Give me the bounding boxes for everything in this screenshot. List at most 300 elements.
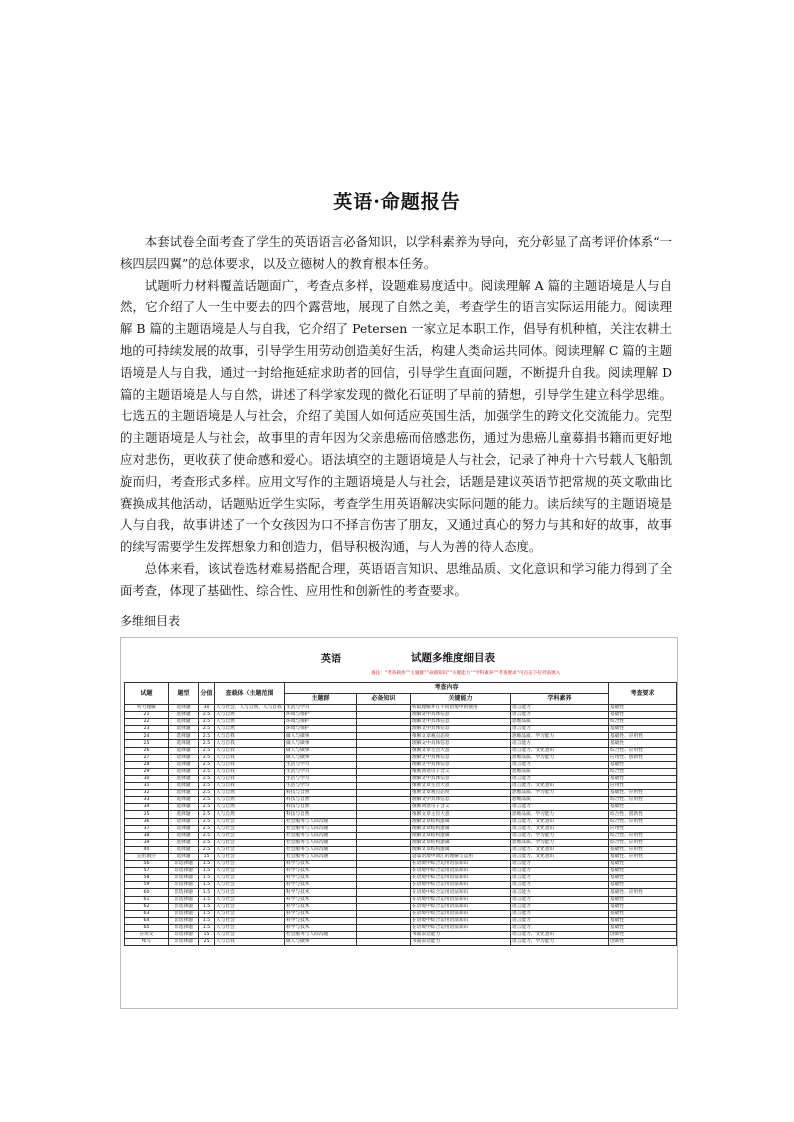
cell-score: 1.5 [199, 889, 215, 896]
cell-literacy: 思维品质、学习能力 [511, 754, 609, 761]
table-row [125, 896, 677, 903]
cell-literacy: 语言能力、学习能力 [511, 832, 609, 839]
cell-question: 34 [125, 804, 169, 811]
cell-question: 65 [125, 924, 169, 931]
cell-carrier: 人与自我 [215, 733, 285, 740]
header-theme-group: 主题群 [285, 694, 357, 705]
cell-knowledge [357, 811, 411, 818]
cell-requirement: 综合性、应用性 [609, 747, 677, 754]
cell-carrier: 人与自我 [215, 768, 285, 775]
table-row [125, 818, 677, 825]
cell-question: 22 [125, 719, 169, 726]
cell-requirement: 基础性 [609, 882, 677, 889]
cell-knowledge [357, 939, 411, 946]
cell-theme-group: 科学与技术 [285, 868, 357, 875]
cell-type: 非选择题 [169, 882, 199, 889]
cell-score: 2.5 [199, 818, 215, 825]
cell-type: 选择题 [169, 790, 199, 797]
cell-question: 36 [125, 818, 169, 825]
cell-theme-group: 环境与保护 [285, 719, 357, 726]
cell-literacy: 语言能力 [511, 726, 609, 733]
cell-theme-group: 社会服务与人际沟通 [285, 832, 357, 839]
cell-score: 2.5 [199, 832, 215, 839]
cell-requirement: 综合性、应用性 [609, 839, 677, 846]
cell-type: 选择题 [169, 712, 199, 719]
cell-ability: 理解文中具体信息 [411, 712, 511, 719]
cell-question: 听力理解 [125, 705, 169, 712]
cell-type: 选择题 [169, 705, 199, 712]
cell-theme-group: 做人与做事 [285, 754, 357, 761]
cell-literacy: 语言能力 [511, 712, 609, 719]
cell-question: 62 [125, 903, 169, 910]
cell-question: 39 [125, 839, 169, 846]
cell-literacy: 语言能力 [511, 761, 609, 768]
cell-knowledge [357, 783, 411, 790]
cell-question: 64 [125, 917, 169, 924]
cell-score: 2.5 [199, 712, 215, 719]
cell-type: 选择题 [169, 832, 199, 839]
cell-requirement: 基础性、应用性 [609, 733, 677, 740]
cell-requirement: 基础性、应用性 [609, 853, 677, 860]
cell-ability: 在语境中综合运用语法知识 [411, 896, 511, 903]
cell-theme-group: 做人与做事 [285, 740, 357, 747]
cell-type: 非选择题 [169, 889, 199, 896]
cell-question: 28 [125, 761, 169, 768]
cell-theme-group: 科学与技术 [285, 910, 357, 917]
table-row [125, 932, 677, 939]
cell-requirement: 基础性 [609, 910, 677, 917]
table-row [125, 768, 677, 775]
cell-knowledge [357, 747, 411, 754]
cell-requirement: 基础性 [609, 726, 677, 733]
cell-knowledge [357, 790, 411, 797]
cell-carrier: 人与自我 [215, 775, 285, 782]
cell-score: 2.5 [199, 804, 215, 811]
cell-score: 2.5 [199, 790, 215, 797]
cell-knowledge [357, 903, 411, 910]
cell-ability: 推断文章观点态度 [411, 733, 511, 740]
table-body [125, 705, 677, 946]
table-row [125, 790, 677, 797]
cell-ability: 在语境中综合运用语法知识 [411, 917, 511, 924]
cell-theme-group: 做人与做事 [285, 733, 357, 740]
cell-carrier: 人与自然 [215, 804, 285, 811]
cell-question: 完形填空 [125, 853, 169, 860]
cell-question: 40 [125, 846, 169, 853]
cell-score: 1.5 [199, 924, 215, 931]
cell-ability: 在语境中综合运用语法知识 [411, 868, 511, 875]
cell-carrier: 人与社会 [215, 818, 285, 825]
cell-ability: 理解文中具体信息 [411, 719, 511, 726]
cell-theme-group: 科学与技术 [285, 896, 357, 903]
cell-ability: 在语境中综合运用语法知识 [411, 903, 511, 910]
cell-score: 15 [199, 932, 215, 939]
cell-carrier: 人与社会 [215, 889, 285, 896]
cell-ability: 在语境中综合运用语法知识 [411, 910, 511, 917]
table-row [125, 861, 677, 868]
cell-ability: 理解文章结构逻辑 [411, 846, 511, 853]
table-row [125, 775, 677, 782]
header-content: 考查内容 [285, 683, 609, 694]
table-row [125, 917, 677, 924]
table-row [125, 853, 677, 860]
cell-type: 非选择题 [169, 875, 199, 882]
cell-ability: 书面表达能力 [411, 932, 511, 939]
cell-theme-group: 生活与学习 [285, 783, 357, 790]
cell-type: 选择题 [169, 846, 199, 853]
table-row [125, 889, 677, 896]
cell-carrier: 人与社会 [215, 903, 285, 910]
cell-knowledge [357, 853, 411, 860]
cell-score: 2.5 [199, 825, 215, 832]
cell-theme-group: 做人与做事 [285, 747, 357, 754]
cell-knowledge [357, 846, 411, 853]
cell-literacy: 语言能力、文化意识 [511, 846, 609, 853]
cell-question: 59 [125, 882, 169, 889]
cell-type: 选择题 [169, 804, 199, 811]
cell-knowledge [357, 818, 411, 825]
cell-knowledge [357, 705, 411, 712]
cell-score: 1.5 [199, 875, 215, 882]
cell-question: 24 [125, 733, 169, 740]
cell-question: 35 [125, 811, 169, 818]
cell-knowledge [357, 882, 411, 889]
cell-requirement: 综合性 [609, 719, 677, 726]
cell-ability: 推断词语句子含义 [411, 804, 511, 811]
cell-requirement: 综合性、应用性 [609, 818, 677, 825]
spreadsheet-image [120, 637, 678, 1009]
cell-question: 38 [125, 832, 169, 839]
header-carrier: 查载体（主题范围 [215, 683, 285, 705]
cell-knowledge [357, 726, 411, 733]
cell-type: 选择题 [169, 768, 199, 775]
table-row [125, 733, 677, 740]
cell-theme-group: 社会服务与人际沟通 [285, 839, 357, 846]
table-row [125, 939, 677, 946]
cell-type: 非选择题 [169, 861, 199, 868]
table-row [125, 832, 677, 839]
table-row [125, 726, 677, 733]
cell-question: 58 [125, 875, 169, 882]
cell-theme-group: 生活与学习 [285, 705, 357, 712]
cell-question: 60 [125, 889, 169, 896]
cell-requirement: 基础性、应用性 [609, 790, 677, 797]
paragraph-analysis: 试题听力材料覆盖话题面广，考查点多样，设题难易度适中。阅读理解 A 篇的主题语境是人与自然，它介绍了人一生中要去的四个露营地，展现了自然之美，考查学生的语言实际运用能力。阅读理解 B 篇的主题语境是人与自我，它介绍了 Petersen 一家立足本职工作，倡导有机种植，关注农耕土地的可持续发展的故事，引导学生用劳动创造美好生活，构建人类命运共同体。阅读理解 C 篇的主题语境是人与自我，通过一封给拖延症求助者的回信，引导学生直面问题，不断提升自我。阅读理解 D 篇的主题语境是人与自然，讲述了科学家发现的微化石证明了早前的猜想，引导学生建立科学思维。七选五的主题语境是人与社会，介绍了美国人如何适应英国生活，加强学生的跨文化交流能力。完型的主题语境是人与社会，故事里的青年因为父亲患癌而倍感悲伤，通过为患癌儿童募捐书籍而更好地应对悲伤，更收获了使命感和爱心。语法填空的主题语境是人与社会，记录了神舟十六号载人飞船凯旋而归，考查形式多样。应用文写作的主题语境是人与社会，话题是建议英语节把常规的英文歌曲比赛换成其他活动，话题贴近学生实际，考查学生用英语解决实际问题的能力。读后续写的主题语境是人与自我，故事讲述了一个女孩因为口不择言伤害了朋友，又通过真心的努力与其和好的故事，故事的续写需要学生发挥想象力和创造力，倡导积极沟通，与人为善的待人态度。 [120, 277, 672, 555]
cell-question: 26 [125, 747, 169, 754]
cell-requirement: 基础性 [609, 924, 677, 931]
cell-knowledge [357, 889, 411, 896]
header-score: 分值 [199, 683, 215, 705]
cell-score: 2.5 [199, 726, 215, 733]
cell-ability: 理解文中具体信息 [411, 761, 511, 768]
cell-literacy: 语言能力 [511, 804, 609, 811]
table-row [125, 797, 677, 804]
table-row [125, 747, 677, 754]
cell-score: 2.5 [199, 783, 215, 790]
cell-literacy: 语言能力、文化意识 [511, 783, 609, 790]
cell-score: 1.5 [199, 896, 215, 903]
cell-literacy: 语言能力 [511, 882, 609, 889]
cell-carrier: 人与自然 [215, 790, 285, 797]
cell-question: 23 [125, 726, 169, 733]
cell-knowledge [357, 768, 411, 775]
table-row [125, 910, 677, 917]
cell-type: 选择题 [169, 783, 199, 790]
cell-ability: 理解文章结构逻辑 [411, 839, 511, 846]
cell-question: 63 [125, 910, 169, 917]
detail-table [124, 682, 677, 946]
cell-knowledge [357, 896, 411, 903]
table-row [125, 825, 677, 832]
cell-theme-group: 科技与自然 [285, 804, 357, 811]
table-row [125, 903, 677, 910]
cell-literacy: 语言能力 [511, 875, 609, 882]
cell-knowledge [357, 754, 411, 761]
header-question: 试题 [125, 683, 169, 705]
cell-knowledge [357, 775, 411, 782]
cell-carrier: 人与社会 [215, 832, 285, 839]
cell-carrier: 人与社会 [215, 825, 285, 832]
cell-theme-group: 社会服务与人际沟通 [285, 932, 357, 939]
cell-score: 2.5 [199, 839, 215, 846]
cell-requirement: 基础性 [609, 775, 677, 782]
cell-knowledge [357, 804, 411, 811]
cell-requirement: 基础性 [609, 861, 677, 868]
cell-score: 1.5 [199, 882, 215, 889]
cell-literacy: 语言能力、文化意识 [511, 818, 609, 825]
cell-type: 选择题 [169, 818, 199, 825]
cell-carrier: 人与社会 [215, 882, 285, 889]
cell-theme-group: 科学与技术 [285, 861, 357, 868]
cell-literacy: 语言能力 [511, 868, 609, 875]
cell-requirement: 应用性、创新性 [609, 754, 677, 761]
cell-literacy: 语言能力、文化意识 [511, 932, 609, 939]
cell-carrier: 人与社会、人与自然、人与自我 [215, 705, 285, 712]
cell-literacy: 语言能力 [511, 903, 609, 910]
cell-literacy: 语言能力 [511, 924, 609, 931]
cell-knowledge [357, 761, 411, 768]
cell-ability: 理解文章结构逻辑 [411, 832, 511, 839]
cell-type: 选择题 [169, 754, 199, 761]
cell-requirement: 应用性 [609, 783, 677, 790]
cell-score: 2.5 [199, 747, 215, 754]
cell-theme-group: 科学与技术 [285, 924, 357, 931]
cell-requirement: 基础性 [609, 705, 677, 712]
document-title: 英语·命题报告 [333, 191, 461, 213]
cell-theme-group: 生活与学习 [285, 768, 357, 775]
cell-literacy: 思维品质 [511, 797, 609, 804]
cell-question: 应用文 [125, 932, 169, 939]
cell-carrier: 人与自然 [215, 712, 285, 719]
cell-type: 非选择题 [169, 896, 199, 903]
cell-requirement: 基础性 [609, 712, 677, 719]
cell-score: 2.5 [199, 811, 215, 818]
cell-requirement: 基础性 [609, 917, 677, 924]
cell-theme-group: 科学与技术 [285, 917, 357, 924]
cell-score: 2.5 [199, 846, 215, 853]
cell-question: 25 [125, 740, 169, 747]
cell-type: 选择题 [169, 839, 199, 846]
cell-ability: 书面表达能力 [411, 939, 511, 946]
cell-ability: 理解文中具体信息 [411, 754, 511, 761]
cell-ability: 推断文章主旨大意 [411, 783, 511, 790]
cell-ability: 语篇语境中词汇的理解与运用 [411, 853, 511, 860]
cell-theme-group: 做人与做事 [285, 939, 357, 946]
cell-ability: 在语境中综合运用语法知识 [411, 882, 511, 889]
cell-score: 15 [199, 853, 215, 860]
cell-question: 56 [125, 861, 169, 868]
table-row [125, 754, 677, 761]
cell-question: 27 [125, 754, 169, 761]
cell-ability: 理解文中具体信息 [411, 740, 511, 747]
cell-question: 30 [125, 775, 169, 782]
cell-score: 2.5 [199, 740, 215, 747]
cell-question: 32 [125, 790, 169, 797]
cell-requirement: 综合性、应用性 [609, 832, 677, 839]
table-row [125, 839, 677, 846]
cell-ability: 理解文章结构逻辑 [411, 818, 511, 825]
cell-requirement: 综合性、应用性 [609, 797, 677, 804]
cell-carrier: 人与社会 [215, 868, 285, 875]
cell-score: 2.5 [199, 775, 215, 782]
cell-requirement: 应用性 [609, 825, 677, 832]
cell-carrier: 人与自我 [215, 754, 285, 761]
cell-requirement: 基础性 [609, 804, 677, 811]
cell-theme-group: 科学与技术 [285, 875, 357, 882]
table-row [125, 804, 677, 811]
cell-literacy: 思维品质、学习能力 [511, 733, 609, 740]
cell-knowledge [357, 733, 411, 740]
cell-literacy: 思维品质、学习能力 [511, 839, 609, 846]
cell-requirement: 基础性 [609, 740, 677, 747]
cell-type: 非选择题 [169, 868, 199, 875]
cell-knowledge [357, 875, 411, 882]
report-body [120, 231, 672, 602]
cell-ability: 理解文中具体信息 [411, 726, 511, 733]
cell-question: 33 [125, 797, 169, 804]
cell-requirement: 基础性 [609, 896, 677, 903]
table-row [125, 875, 677, 882]
cell-carrier: 人与社会 [215, 932, 285, 939]
cell-theme-group: 科学与技术 [285, 903, 357, 910]
cell-ability: 推断词语句子含义 [411, 768, 511, 775]
cell-carrier: 人与社会 [215, 875, 285, 882]
cell-theme-group: 社会服务与人际沟通 [285, 825, 357, 832]
cell-ability: 理解文中具体信息 [411, 797, 511, 804]
cell-theme-group: 环境与保护 [285, 726, 357, 733]
cell-score: 1.5 [199, 861, 215, 868]
header-type: 题型 [169, 683, 199, 705]
cell-score: 1.5 [199, 868, 215, 875]
table-row [125, 712, 677, 719]
cell-theme-group: 社会服务与人际沟通 [285, 853, 357, 860]
cell-ability: 在语境中综合运用语法知识 [411, 889, 511, 896]
cell-type: 选择题 [169, 853, 199, 860]
paragraph-intro: 本套试卷全面考查了学生的英语语言必备知识，以学科素养为导向，充分彰显了高考评价体系“一核四层四翼”的总体要求，以及立德树人的教育根本任务。 [120, 234, 672, 271]
cell-theme-group: 社会服务与人际沟通 [285, 846, 357, 853]
cell-type: 选择题 [169, 775, 199, 782]
cell-type: 选择题 [169, 733, 199, 740]
cell-type: 非选择题 [169, 917, 199, 924]
cell-theme-group: 科技与自然 [285, 790, 357, 797]
cell-carrier: 人与社会 [215, 896, 285, 903]
table-row [125, 868, 677, 875]
cell-ability: 在语境中综合运用语法知识 [411, 861, 511, 868]
cell-knowledge [357, 910, 411, 917]
sheet-title: 试题多维度细目表 [411, 652, 495, 664]
cell-score: 25 [199, 939, 215, 946]
cell-requirement: 创新性 [609, 932, 677, 939]
cell-theme-group: 科技与自然 [285, 811, 357, 818]
cell-literacy: 思维品质 [511, 719, 609, 726]
cell-theme-group: 科技与自然 [285, 797, 357, 804]
cell-type: 非选择题 [169, 903, 199, 910]
cell-requirement: 基础性 [609, 868, 677, 875]
cell-knowledge [357, 797, 411, 804]
cell-type: 非选择题 [169, 910, 199, 917]
cell-score: 1.5 [199, 903, 215, 910]
cell-carrier: 人与自我 [215, 740, 285, 747]
cell-type: 非选择题 [169, 924, 199, 931]
header-literacy: 学科素养 [511, 694, 609, 705]
cell-literacy: 语言能力 [511, 705, 609, 712]
cell-literacy: 思维品质、学习能力 [511, 811, 609, 818]
cell-question: 61 [125, 896, 169, 903]
cell-score: 2.5 [199, 768, 215, 775]
cell-carrier: 人与社会 [215, 853, 285, 860]
cell-knowledge [357, 832, 411, 839]
cell-type: 非选择题 [169, 939, 199, 946]
cell-ability: 理解文中具体信息 [411, 775, 511, 782]
cell-carrier: 人与自然 [215, 719, 285, 726]
cell-question: 57 [125, 868, 169, 875]
cell-score: 2.5 [199, 733, 215, 740]
cell-knowledge [357, 917, 411, 924]
cell-carrier: 人与自然 [215, 726, 285, 733]
paragraph-summary: 总体来看，该试卷选材难易搭配合理，英语语言知识、思维品质、文化意识和学习能力得到了全面考查，体现了基础性、综合性、应用性和创新性的考查要求。 [120, 560, 672, 598]
cell-literacy: 语言能力、学习能力 [511, 939, 609, 946]
header-requirement: 考查要求 [609, 683, 677, 705]
cell-requirement: 综合性、创新性 [609, 811, 677, 818]
cell-carrier: 人与自我 [215, 783, 285, 790]
cell-score: 2.5 [199, 754, 215, 761]
cell-carrier: 人与社会 [215, 846, 285, 853]
table-row [125, 846, 677, 853]
cell-requirement: 综合性 [609, 768, 677, 775]
cell-score: 30 [199, 705, 215, 712]
table-row [125, 882, 677, 889]
cell-theme-group: 生活与学习 [285, 775, 357, 782]
header-knowledge: 必备知识 [357, 694, 411, 705]
cell-score: 1.5 [199, 917, 215, 924]
cell-literacy: 思维品质、学习能力 [511, 790, 609, 797]
cell-type: 选择题 [169, 726, 199, 733]
cell-carrier: 人与社会 [215, 861, 285, 868]
cell-type: 选择题 [169, 797, 199, 804]
sheet-subject: 英语 [321, 654, 341, 665]
cell-knowledge [357, 719, 411, 726]
table-row [125, 783, 677, 790]
cell-carrier: 人与社会 [215, 924, 285, 931]
cell-requirement: 基础性 [609, 903, 677, 910]
cell-type: 选择题 [169, 740, 199, 747]
cell-knowledge [357, 932, 411, 939]
cell-knowledge [357, 861, 411, 868]
cell-carrier: 人与自然 [215, 811, 285, 818]
cell-carrier: 人与自我 [215, 761, 285, 768]
cell-question: 31 [125, 783, 169, 790]
cell-knowledge [357, 825, 411, 832]
